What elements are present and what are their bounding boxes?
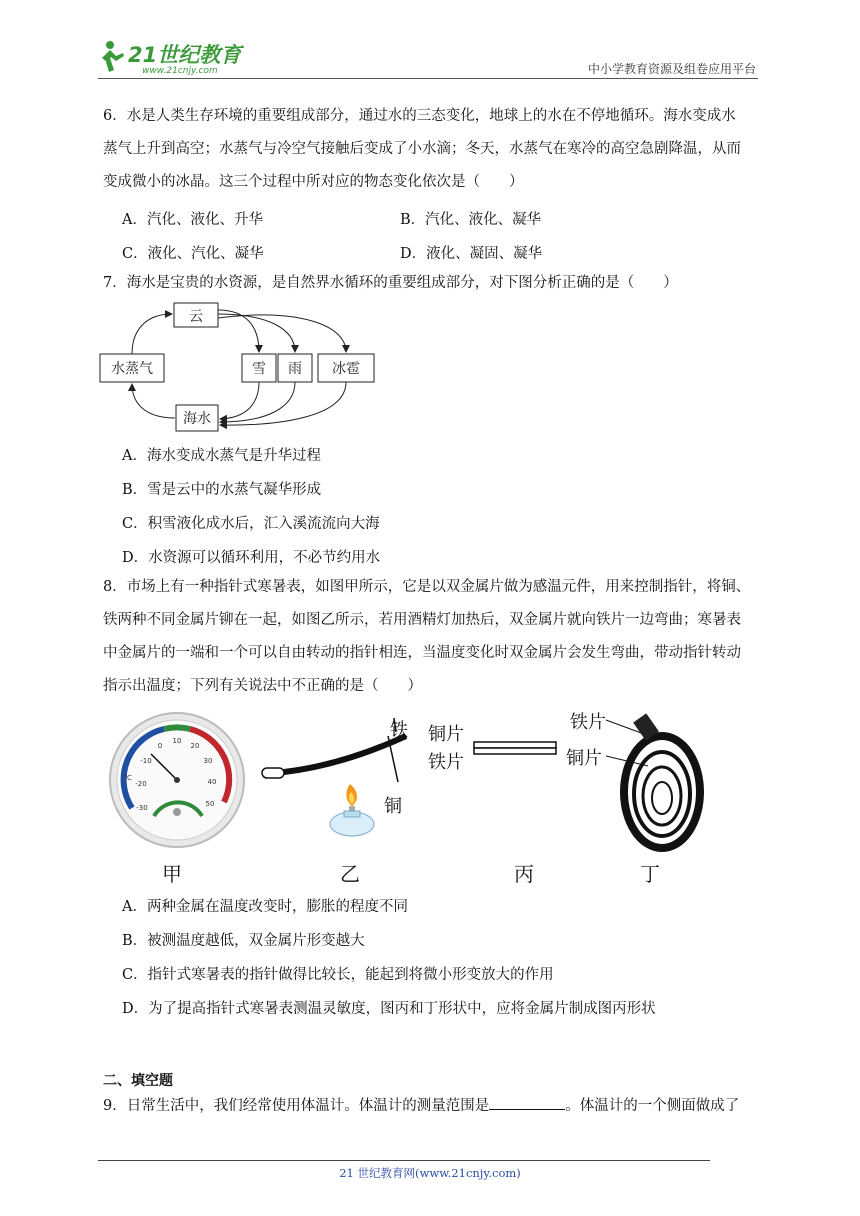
- water-cycle-diagram: [96, 300, 386, 440]
- q7-option-d: D．水资源可以循环利用，不必节约用水: [122, 550, 381, 566]
- hail-label: 冰雹: [332, 361, 360, 377]
- figure-caption-bing: 丙: [514, 862, 534, 886]
- q9-answer-blank[interactable]: [489, 1095, 565, 1110]
- dial-tick-20: 20: [190, 742, 200, 750]
- q8-option-c: C．指针式寒暑表的指针做得比较长，能起到将微小形变放大的作用: [122, 967, 554, 983]
- iron-piece-label-ding: 铁片: [570, 712, 606, 733]
- logo-text: 21世纪教育: [128, 43, 242, 67]
- iron-piece-label: 铁片: [428, 752, 464, 773]
- dial-tick-40: 40: [207, 778, 217, 786]
- bimetal-heating-figure: [258, 712, 418, 852]
- sea-label: 海水: [183, 411, 211, 427]
- logo-url: www.21cnjy.com: [142, 66, 218, 76]
- q8-option-d: D．为了提高指针式寒暑表测温灵敏度，图丙和丁形状中，应将金属片制成图丙形状: [122, 1001, 656, 1017]
- dial-tick-30: 30: [203, 757, 213, 765]
- q6-line1: 6．水是人类生存环境的重要组成部分，通过水的三态变化，地球上的水在不停地循环。海水变成水: [103, 108, 736, 124]
- copper-piece-label-ding: 铜片: [566, 748, 602, 769]
- q7-option-b: B．雪是云中的水蒸气凝华形成: [122, 482, 322, 498]
- q6-option-b: B．汽化、液化、凝华: [400, 212, 542, 228]
- q8-option-b: B．被测温度越低，双金属片形变越大: [122, 933, 365, 949]
- q8-line2: 铁两种不同金属片铆在一起，如图乙所示，若用酒精灯加热后，双金属片就向铁片一边弯曲；寒暑表: [103, 612, 741, 628]
- q8-option-a: A．两种金属在温度改变时，膨胀的程度不同: [122, 899, 408, 915]
- figure-caption-ding: 丁: [640, 862, 660, 886]
- q7-option-c: C．积雪液化成水后，汇入溪流流向大海: [122, 516, 380, 532]
- q8-line1: 8．市场上有一种指针式寒暑表，如图甲所示，它是以双金属片做为感温元件，用来控制指针，将铜、: [103, 579, 751, 595]
- question-6: [103, 100, 763, 199]
- site-logo: [96, 36, 256, 78]
- copper-piece-label: 铜片: [428, 724, 464, 745]
- q6-option-d: D．液化、凝固、凝华: [400, 246, 543, 262]
- dial-tick--10: -10: [140, 757, 152, 765]
- dial-tick-10: 10: [172, 737, 182, 745]
- q7-stem: 7．海水是宝贵的水资源，是自然界水循环的重要组成部分，对下图分析正确的是（ ）: [103, 275, 678, 291]
- q6-line2: 蒸气上升到高空；水蒸气与冷空气接触后变成了小水滴；冬天，水蒸气在寒冷的高空急剧降温，从而: [103, 141, 741, 157]
- header-divider: [98, 78, 758, 79]
- straight-strip-figure: [428, 718, 558, 788]
- iron-label: 铁: [390, 720, 408, 741]
- rain-label: 雨: [288, 361, 302, 377]
- question-8: [103, 571, 763, 703]
- footer-divider: [98, 1160, 710, 1161]
- q6-option-a: A．汽化、液化、升华: [122, 212, 263, 228]
- copper-label: 铜: [384, 796, 402, 817]
- dial-thermometer-figure: [104, 710, 250, 850]
- dial-tick--20: -20: [135, 780, 147, 788]
- q6-line3: 变成微小的冰晶。这三个过程中所对应的物态变化依次是（ ）: [103, 174, 524, 190]
- question-9: [103, 1090, 739, 1123]
- figure-caption-jia: 甲: [162, 862, 182, 886]
- section-fill-in-title: 二、填空题: [103, 1073, 173, 1089]
- q7-option-a: A．海水变成水蒸气是升华过程: [122, 448, 321, 464]
- platform-name: 中小学教育资源及组卷应用平台: [587, 62, 756, 76]
- dial-tick-0: 0: [157, 742, 163, 750]
- coiled-strip-figure: [566, 706, 716, 856]
- q8-line3: 中金属片的一端和一个可以自由转动的指针相连，当温度变化时双金属片会发生弯曲，带动指针转动: [103, 645, 741, 661]
- footer-source[interactable]: 21 世纪教育网(www.21cnjy.com): [339, 1166, 521, 1180]
- q8-line4: 指示出温度；下列有关说法中不正确的是（ ）: [103, 678, 422, 694]
- cloud-label: 云: [189, 309, 203, 325]
- q9-text-after: 。体温计的一个侧面做成了: [565, 1098, 740, 1114]
- dial-tick-50: 50: [205, 800, 215, 808]
- snow-label: 雪: [252, 361, 266, 377]
- q9-text-before: 9．日常生活中，我们经常使用体温计。体温计的测量范围是: [103, 1098, 490, 1114]
- q6-option-c: C．液化、汽化、凝华: [122, 246, 264, 262]
- figure-caption-yi: 乙: [340, 862, 360, 886]
- dial-tick--30: -30: [136, 804, 148, 812]
- vapor-label: 水蒸气: [111, 361, 153, 377]
- dial-unit: ℃: [124, 774, 132, 782]
